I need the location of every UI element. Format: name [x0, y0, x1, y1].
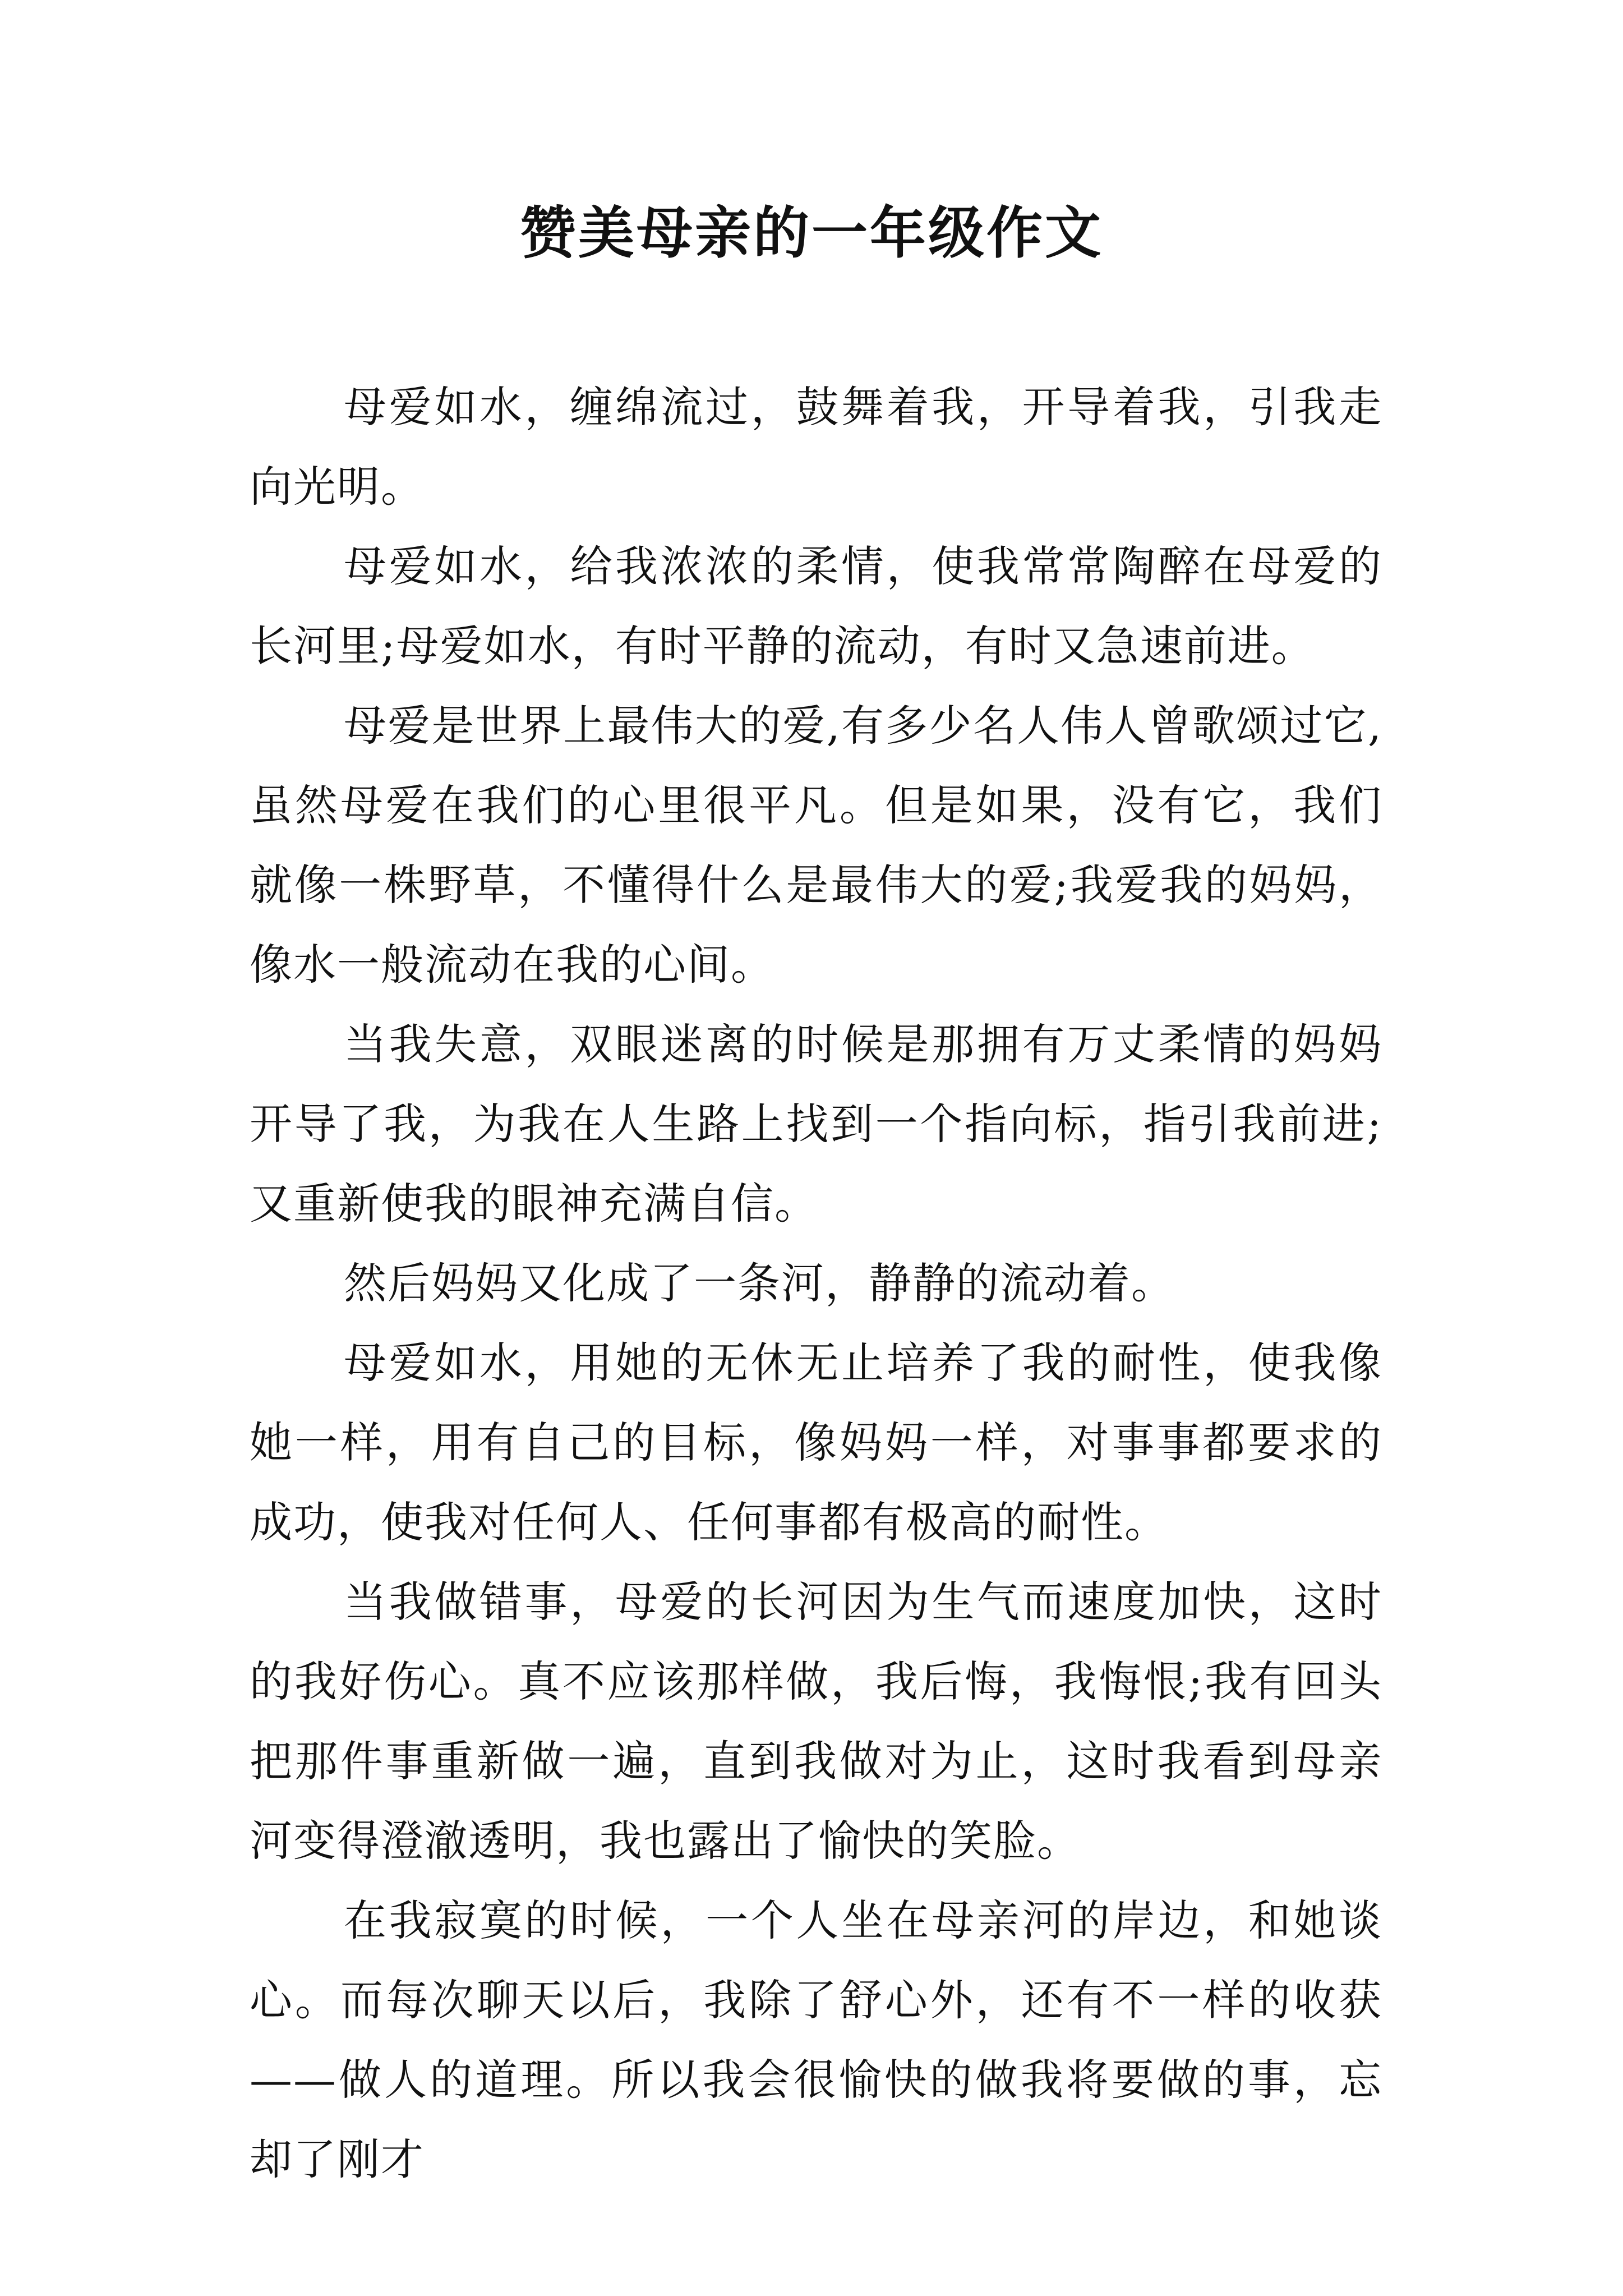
paragraph: 然后妈妈又化成了一条河，静静的流动着。: [344, 1258, 1175, 1308]
paragraph: 当我做错事，母爱的长河因为生气而速度加快，这时的我好伤心。真不应该那样做，我后悔，我悔恨;我有回头把那件事重新做一遍，直到我做对为止，这时我看到母亲河变得澄澈透明，我也露出了愉快的笑脸。: [250, 1577, 1382, 1866]
paragraph: 母爱是世界上最伟大的爱,有多少名人伟人曾歌颂过它,虽然母爱在我们的心里很平凡。但是如果，没有它，我们就像一株野草，不懂得什么是最伟大的爱;我爱我的妈妈，像水一般流动在我的心间。: [250, 701, 1382, 990]
paragraph: 当我失意，双眼迷离的时候是那拥有万丈柔情的妈妈开导了我，为我在人生路上找到一个指向标，指引我前进;又重新使我的眼神充满自信。: [250, 1019, 1382, 1228]
document-body: [250, 367, 1382, 2200]
paragraph: 母爱如水，给我浓浓的柔情，使我常常陶醉在母爱的长河里;母爱如水，有时平静的流动，有时又急速前进。: [250, 541, 1382, 671]
document-title: 赞美母亲的一年级作文: [520, 200, 1103, 266]
paragraph: 母爱如水，缠绵流过，鼓舞着我，开导着我，引我走向光明。: [250, 382, 1382, 512]
paragraph: 母爱如水，用她的无休无止培养了我的耐性，使我像她一样，用有自己的目标，像妈妈一样，对事事都要求的成功，使我对任何人、任何事都有极高的耐性。: [250, 1338, 1382, 1547]
paragraph: 在我寂寞的时候，一个人坐在母亲河的岸边，和她谈心。而每次聊天以后，我除了舒心外，还有不一样的收获——做人的道理。所以我会很愉快的做我将要做的事，忘却了刚才: [250, 1895, 1382, 2184]
